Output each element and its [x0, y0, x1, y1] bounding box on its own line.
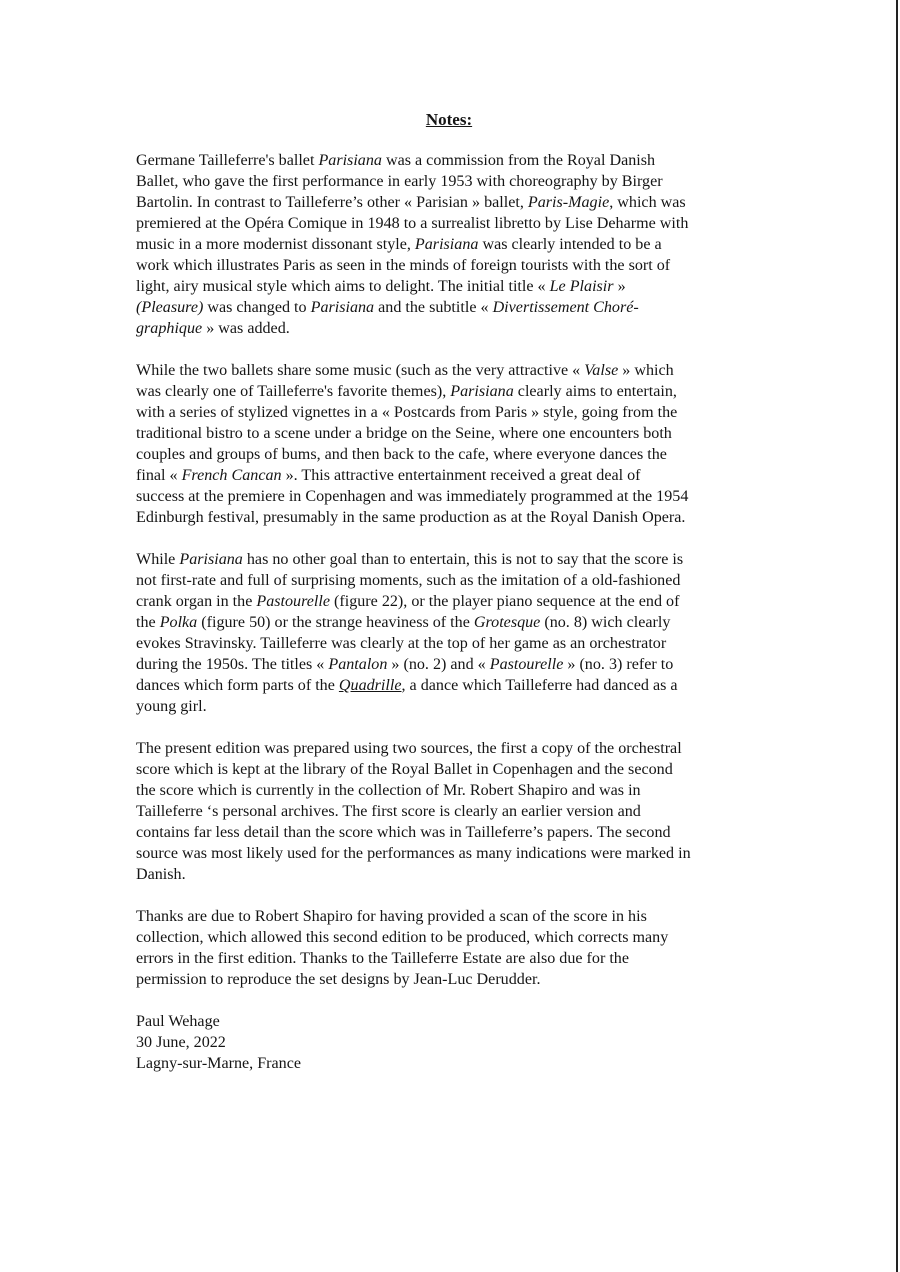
paragraph-line [136, 444, 768, 465]
paragraph-line [136, 906, 768, 927]
paragraph-line [136, 591, 768, 612]
paragraph-line [136, 213, 768, 234]
text-run: (no. 8) wich clearly [540, 614, 671, 631]
text-run: with a series of stylized vignettes in a « Postcards from Paris » style, going from the [136, 404, 678, 421]
text-run: permission to reproduce the set designs by Jean-Luc Derudder. [136, 971, 541, 988]
text-run: While [136, 551, 180, 568]
text-run: has no other goal than to entertain, this is not to say that the score is [242, 551, 684, 568]
paragraph-1 [136, 150, 768, 339]
text-run: The present edition was prepared using two sources, the first a copy of the orchestral [136, 740, 682, 757]
text-run: Danish. [136, 866, 186, 883]
paragraph-line [136, 255, 768, 276]
paragraph-5 [136, 906, 768, 990]
italic-text: Parisiana [310, 299, 375, 316]
paragraph-line [136, 675, 768, 696]
text-run: score which is kept at the library of the Royal Ballet in Copenhagen and the second [136, 761, 673, 778]
text-run: (figure 50) or the strange heaviness of the [197, 614, 474, 631]
paragraph-line [136, 549, 768, 570]
paragraph-line [136, 780, 768, 801]
paragraph-line [136, 507, 768, 528]
paragraph-line [136, 801, 768, 822]
paragraph-line [136, 570, 768, 591]
text-run: the score which is currently in the collection of Mr. Robert Shapiro and was in [136, 782, 641, 799]
signature-date: 30 June, 2022 [136, 1034, 226, 1051]
paragraph-line [136, 612, 768, 633]
paragraphs-container [136, 150, 768, 990]
paragraph-line [136, 297, 768, 318]
italic-text: Parisiana [450, 383, 514, 400]
text-run: , which was [609, 194, 686, 211]
text-run: was clearly one of Tailleferre's favorite themes), [136, 383, 451, 400]
paragraph-line [136, 465, 768, 486]
paragraph-line [136, 318, 768, 339]
italic-text: Parisiana [318, 152, 382, 169]
text-run: was clearly intended to be a [478, 236, 662, 253]
notes-heading: Notes: [425, 110, 473, 129]
italic-text: graphique [136, 320, 203, 337]
text-run: evokes Stravinsky. Tailleferre was clearly at the top of her game as an orchestrator [136, 635, 667, 652]
paragraph-line [136, 423, 768, 444]
text-run: ». This attractive entertainment received a great deal of [281, 467, 641, 484]
italic-text: Parisiana [414, 236, 479, 253]
text-run: during the 1950s. The titles « [136, 656, 329, 673]
signature-place: Lagny-sur-Marne, France [136, 1055, 302, 1072]
italic-text: Polka [159, 614, 198, 631]
paragraph-line [136, 696, 768, 717]
text-run: Thanks are due to Robert Shapiro for having provided a scan of the score in his [136, 908, 647, 925]
italic-text: Pastourelle [489, 656, 564, 673]
text-run: work which illustrates Paris as seen in the minds of foreign tourists with the sort of [136, 257, 671, 274]
paragraph-line [136, 759, 768, 780]
italic-text: Pantalon [328, 656, 388, 673]
italic-text: Quadrille [338, 677, 402, 694]
paragraph-line [136, 969, 768, 990]
text-run: » [613, 278, 626, 295]
paragraph-line [136, 843, 768, 864]
text-run: (figure 22), or the player piano sequence at the end of [329, 593, 680, 610]
text-run: contains far less detail than the score which was in Tailleferre’s papers. The second [136, 824, 671, 841]
paragraph-line [136, 234, 768, 255]
paragraph-line [136, 864, 768, 885]
paragraph-line [136, 276, 768, 297]
paragraph-line [136, 948, 768, 969]
paragraph-line [136, 927, 768, 948]
italic-text: Grotesque [473, 614, 541, 631]
text-run: couples and groups of bums, and then back to the cafe, where everyone dances the [136, 446, 667, 463]
text-run: Ballet, who gave the first performance in early 1953 with choreography by Birger [136, 173, 663, 190]
text-run: Edinburgh festival, presumably in the same production as at the Royal Danish Opera. [136, 509, 686, 526]
text-run: While the two ballets share some music (such as the very attractive « [136, 362, 585, 379]
text-run: light, airy musical style which aims to delight. The initial title « [136, 278, 550, 295]
paragraph-line [136, 150, 768, 171]
text-run: was a commission from the Royal Danish [381, 152, 656, 169]
paragraph-3 [136, 549, 768, 717]
text-run: , a dance which Tailleferre had danced as a [401, 677, 678, 694]
text-run: » (no. 2) and « [387, 656, 490, 673]
text-run: source was most likely used for the performances as many indications were marked in [136, 845, 691, 862]
paragraph-2 [136, 360, 768, 528]
italic-text: Valse [584, 362, 619, 379]
text-run: traditional bistro to a scene under a bridge on the Seine, where one encounters both [136, 425, 672, 442]
text-run: » which [618, 362, 674, 379]
text-run: was changed to [203, 299, 311, 316]
text-run: clearly aims to entertain, [513, 383, 677, 400]
paragraph-line [136, 822, 768, 843]
text-run: dances which form parts of the [136, 677, 339, 694]
text-run: music in a more modernist dissonant style, [136, 236, 415, 253]
paragraph-line [136, 381, 768, 402]
text-run: crank organ in the [136, 593, 257, 610]
italic-text: French Cancan [181, 467, 282, 484]
text-run: not first-rate and full of surprising moments, such as the imitation of a old-fashioned [136, 572, 681, 589]
italic-text: Divertissement Choré- [492, 299, 639, 316]
paragraph-line [136, 360, 768, 381]
paragraph-line [136, 171, 768, 192]
text-run: and the subtitle « [374, 299, 493, 316]
text-run: the [136, 614, 160, 631]
paragraph-line [136, 654, 768, 675]
signature-block [136, 1011, 768, 1074]
text-run: Tailleferre ‘s personal archives. The first score is clearly an earlier version and [136, 803, 641, 820]
text-run: Bartolin. In contrast to Tailleferre’s other « Parisian » ballet, [136, 194, 528, 211]
italic-text: Parisiana [179, 551, 243, 568]
italic-text: (Pleasure) [136, 299, 204, 316]
paragraph-line [136, 738, 768, 759]
text-run: success at the premiere in Copenhagen and was immediately programmed at the 1954 [136, 488, 689, 505]
paragraph-line [136, 402, 768, 423]
text-run: young girl. [136, 698, 207, 715]
text-run: errors in the first edition. Thanks to the Tailleferre Estate are also due for the [136, 950, 629, 967]
notes-body [136, 150, 768, 1074]
text-run: Germane Tailleferre's ballet [136, 152, 319, 169]
paragraph-line [136, 192, 768, 213]
signature-name: Paul Wehage [136, 1013, 220, 1030]
italic-text: Pastourelle [256, 593, 330, 610]
text-run: » (no. 3) refer to [563, 656, 674, 673]
italic-text: Le Plaisir [549, 278, 614, 295]
italic-text: Paris-Magie [527, 194, 610, 211]
paragraph-line [136, 633, 768, 654]
text-run: premiered at the Opéra Comique in 1948 to a surrealist libretto by Lise Deharme with [136, 215, 689, 232]
paragraph-line [136, 486, 768, 507]
text-run: final « [136, 467, 182, 484]
text-run: » was added. [202, 320, 290, 337]
text-run: collection, which allowed this second edition to be produced, which corrects many [136, 929, 669, 946]
paragraph-4 [136, 738, 768, 885]
